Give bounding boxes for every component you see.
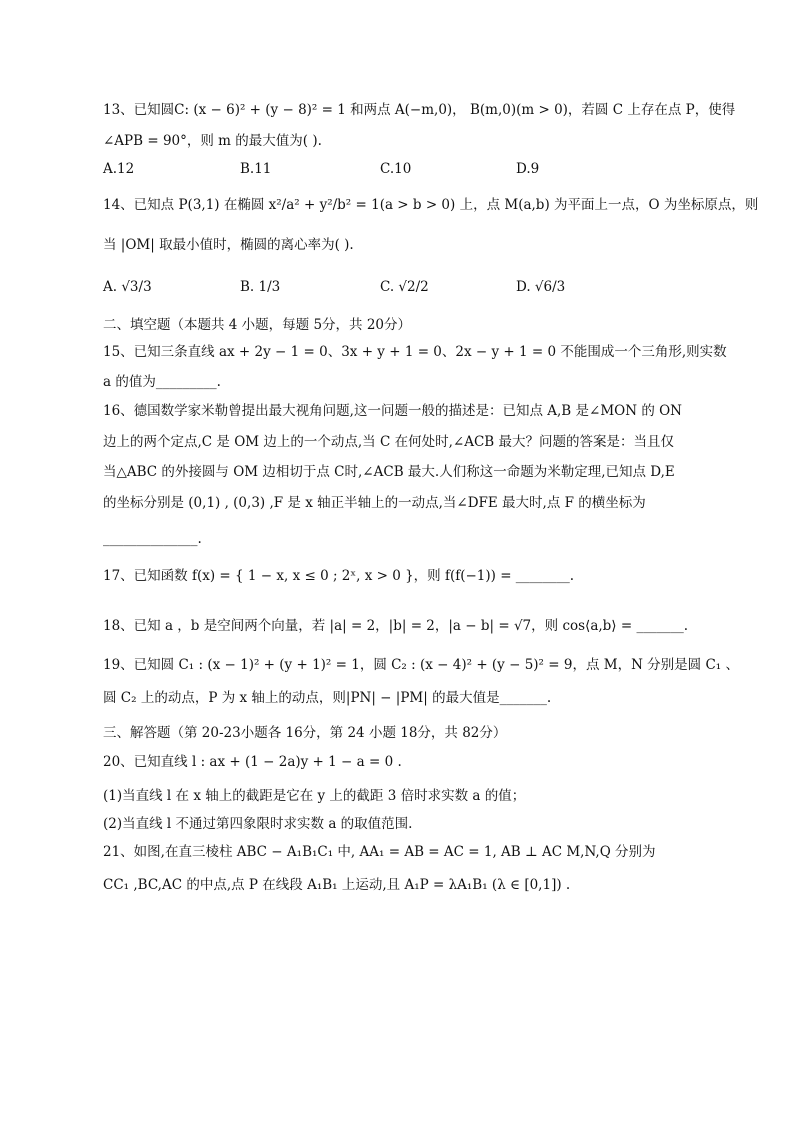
q14-option-d: D. √6/3 bbox=[516, 279, 566, 295]
q14-line1: 14、已知点 P(3,1) 在椭圆 x²/a² + y²/b² = 1(a > b > 0) 上，点 M(a,b) 为平面上一点，O 为坐标原点，则 bbox=[103, 197, 759, 213]
q21-line1: 21、如图,在直三棱柱 ABC − A₁B₁C₁ 中, AA₁ = AB = AC = 1, AB ⊥ AC M,N,Q 分别为 bbox=[103, 844, 656, 860]
q13-option-d: D.9 bbox=[516, 161, 540, 177]
q19-line1: 19、已知圆 C₁ : (x − 1)² + (y + 1)² = 1，圆 C₂ : (x − 4)² + (y − 5)² = 9，点 M，N 分别是圆 C₁ 、 bbox=[103, 657, 739, 673]
q13-line1: 13、已知圆C: (x − 6)² + (y − 8)² = 1 和两点 A(−m,0)， B(m,0)(m > 0)，若圆 C 上存在点 P，使得 bbox=[103, 102, 736, 118]
q14-option-a: A. √3/3 bbox=[103, 279, 152, 295]
section-answer-heading: 三、解答题（第 20-23小题各 16分，第 24 小题 18分，共 82分） bbox=[103, 725, 507, 741]
q20-line2: (1)当直线 l 在 x 轴上的截距是它在 y 上的截距 3 倍时求实数 a 的值； bbox=[103, 788, 526, 804]
q20-line1: 20、已知直线 l : ax + (1 − 2a)y + 1 − a = 0 . bbox=[103, 754, 402, 770]
q15-line1: 15、已知三条直线 ax + 2y − 1 = 0、3x + y + 1 = 0、2x − y + 1 = 0 不能围成一个三角形,则实数 bbox=[103, 344, 727, 360]
q19-line2: 圆 C₂ 上的动点，P 为 x 轴上的动点，则|PN| − |PM| 的最大值是_______. bbox=[103, 690, 552, 706]
q16-line3: 当△ABC 的外接圆与 OM 边相切于点 C时,∠ACB 最大.人们称这一命题为米勒定理,已知点 D,E bbox=[103, 464, 675, 480]
q13-option-a: A.12 bbox=[103, 161, 135, 177]
q18-line1: 18、已知 a ，b 是空间两个向量，若 |a| = 2，|b| = 2，|a − b| = √7，则 cos⟨a,b⟩ = _______. bbox=[103, 618, 689, 634]
q20-line3: (2)当直线 l 不通过第四象限时求实数 a 的取值范围. bbox=[103, 816, 413, 832]
section-fill-in-heading: 二、填空题（本题共 4 小题，每题 5分，共 20分） bbox=[103, 317, 412, 333]
q16-line1: 16、德国数学家米勒曾提出最大视角问题,这一问题一般的描述是：已知点 A,B 是∠MON 的 ON bbox=[103, 403, 682, 419]
q13-option-c: C.10 bbox=[380, 161, 412, 177]
q15-line2: a 的值为_________. bbox=[103, 374, 221, 390]
q14-option-c: C. √2/2 bbox=[380, 279, 429, 295]
q16-line4: 的坐标分别是 (0,1) , (0,3) ,F 是 x 轴正半轴上的一动点,当∠DFE 最大时,点 F 的横坐标为 bbox=[103, 495, 646, 511]
q14-option-b: B. 1/3 bbox=[240, 279, 281, 295]
q13-option-b: B.11 bbox=[240, 161, 272, 177]
q13-line2: ∠APB = 90°，则 m 的最大值为( ). bbox=[103, 133, 322, 149]
q16-line5: ______________. bbox=[103, 531, 202, 547]
q16-line2: 边上的两个定点,C 是 OM 边上的一个动点,当 C 在何处时,∠ACB 最大？问题的答案是：当且仅 bbox=[103, 434, 674, 450]
q17-line1: 17、已知函数 f(x) = { 1 − x, x ≤ 0 ; 2ˣ, x > 0 }，则 f(f(−1)) = ________. bbox=[103, 568, 575, 584]
q14-line2: 当 |OM| 取最小值时，椭圆的离心率为( ). bbox=[103, 237, 354, 253]
q21-line2: CC₁ ,BC,AC 的中点,点 P 在线段 A₁B₁ 上运动,且 A₁P = λA₁B₁ (λ ∈ [0,1]) . bbox=[103, 877, 571, 893]
